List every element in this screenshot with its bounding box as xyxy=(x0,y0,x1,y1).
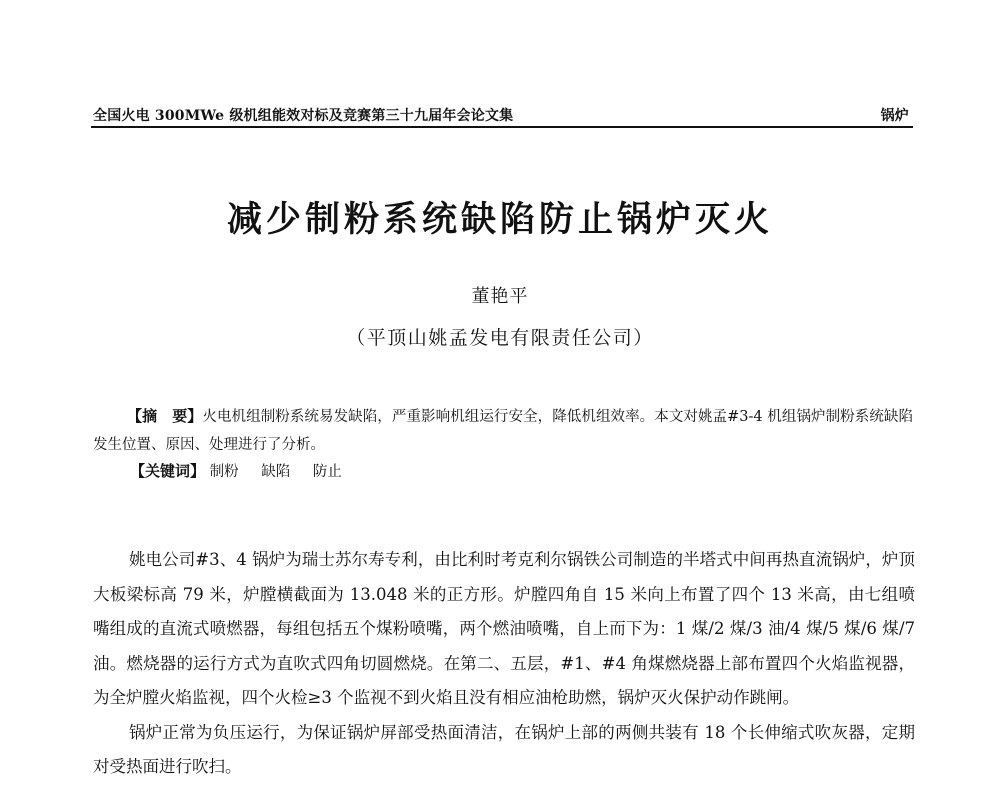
author-affiliation: （平顶山姚孟发电有限责任公司） xyxy=(346,327,654,349)
header-rule xyxy=(91,126,913,128)
body-text xyxy=(93,543,915,785)
body-paragraph: 姚电公司#3、4 锅炉为瑞士苏尔寿专利，由比利时考克利尔锅铁公司制造的半塔式中间再热直流锅炉，炉顶大板梁标高 79 米，炉膛横截面为 13.048 米的正方形。炉膛四角自 15 米向上布置了四个 13 米高，由七组喷嘴组成的直流式喷燃器，每组包括五个煤粉喷嘴，两个燃油喷嘴，自上而下为：1 煤/2 煤/3 油/4 煤/5 煤/6 煤/7 油。燃烧器的运行方式为直吹式四角切圆燃烧。在第二、五层，#1、#4 角煤燃烧器上部布置四个火焰监视器，为全炉膛火焰监视，四个火检≥3 个监视不到火焰且没有相应油枪助燃，锅炉灭火保护动作跳闸。 xyxy=(93,550,915,707)
author-name: 董艳平 xyxy=(471,286,529,307)
keyword-item: 防止 xyxy=(312,464,342,480)
keywords xyxy=(130,460,360,481)
keyword-item: 制粉 xyxy=(209,464,239,480)
running-header xyxy=(93,105,911,125)
keyword-item: 缺陷 xyxy=(261,464,291,480)
abstract xyxy=(93,402,913,459)
abstract-label: 【摘 要】 xyxy=(127,407,203,425)
keywords-label: 【关键词】 xyxy=(130,462,206,480)
header-proceedings-title: 全国火电 300MWe 级机组能效对标及竞赛第三十九届年会论文集 xyxy=(93,108,514,124)
header-section-name: 锅炉 xyxy=(880,108,909,124)
paper-title: 减少制粉系统缺陷防止锅炉灭火 xyxy=(226,200,773,240)
abstract-text: 火电机组制粉系统易发缺陷，严重影响机组运行安全，降低机组效率。本文对姚孟#3-4 机组锅炉制粉系统缺陷发生位置、原因、处理进行了分析。 xyxy=(93,409,913,453)
body-paragraph: 锅炉正常为负压运行，为保证锅炉屏部受热面清洁，在锅炉上部的两侧共装有 18 个长伸缩式吹灰器，定期对受热面进行吹扫。 xyxy=(93,722,915,776)
